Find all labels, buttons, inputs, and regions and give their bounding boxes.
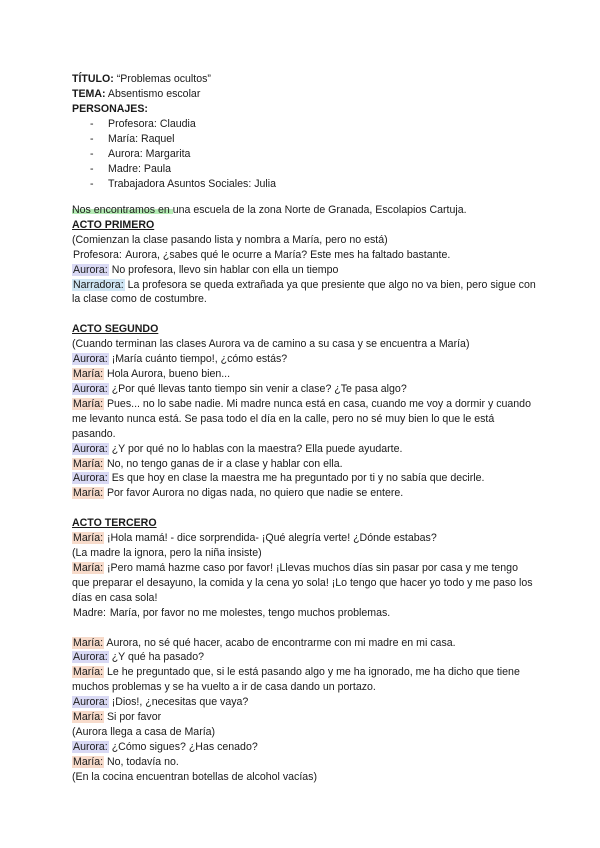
dialogue-line xyxy=(72,695,538,710)
act-three-heading: ACTO TERCERO xyxy=(72,517,157,530)
dialogue-line xyxy=(72,531,538,546)
dialogue-line xyxy=(72,457,538,472)
dialogue-text: ¡Hola mamá! - dice sorprendida- ¡Qué alegría verte! ¿Dónde estabas? xyxy=(104,532,437,545)
dialogue-line xyxy=(72,740,538,755)
header-block xyxy=(72,72,542,192)
theme-line xyxy=(72,87,542,102)
dialogue-line xyxy=(72,561,538,606)
dialogue-line xyxy=(72,486,538,501)
dialogue-text: ¡Dios!, ¿necesitas que vaya? xyxy=(108,696,249,709)
dialogue-text: ¡Pero mamá hazme caso por favor! ¡Llevas muchos días sin pasar por casa y me tengo que preparar el desayuno, la comida y la cena yo sola! ¡Lo tengo que hacer yo todo y me paso los días en casa sola! xyxy=(72,561,533,604)
dialogue-line xyxy=(72,650,538,665)
act-one-heading: ACTO PRIMERO xyxy=(72,218,155,231)
stage-direction xyxy=(72,546,538,561)
speaker-name: Aurora: xyxy=(73,353,108,366)
speaker-name: María: xyxy=(73,755,104,768)
dialogue-text: (Aurora llega a casa de María) xyxy=(72,726,216,738)
dialogue-line xyxy=(72,471,538,486)
speaker-name: Madre: xyxy=(73,606,106,619)
theme-value: Absentismo escolar xyxy=(105,88,201,100)
speaker-name: Aurora: xyxy=(73,263,108,276)
dialogue-text: Le he preguntado que, si le está pasando algo y me ha ignorado, me ha dicho que tiene muchos problemas y se ha vuelto a ir de casa dando un portazo. xyxy=(72,666,520,694)
act-two-stage-direction: (Cuando terminan las clases Aurora va de camino a su casa y se encuentra a María) xyxy=(72,338,470,351)
dialogue-text: La profesora se queda extrañada ya que presiente que algo no va bien, pero sigue con la clase como de costumbre. xyxy=(72,278,536,306)
dialogue-text: No, no tengo ganas de ir a clase y hablar con ella. xyxy=(104,457,343,470)
act-three-dialogue-part-two xyxy=(72,636,538,785)
dialogue-line xyxy=(72,382,538,397)
dialogue-line xyxy=(72,278,538,308)
dialogue-text: (En la cocina encuentran botellas de alcohol vacías) xyxy=(72,770,317,783)
dialogue-line xyxy=(72,352,538,367)
dialogue-text: Aurora, ¿sabes qué le ocurre a María? Este mes ha faltado bastante. xyxy=(122,248,451,261)
speaker-name: María: xyxy=(73,561,104,574)
dialogue-text: ¿Y qué ha pasado? xyxy=(108,651,204,664)
speaker-name: María: xyxy=(73,397,104,410)
dialogue-line xyxy=(72,710,538,725)
speaker-name: Aurora: xyxy=(73,696,108,709)
speaker-name: María: xyxy=(73,487,104,500)
speaker-name: María: xyxy=(73,666,104,679)
dialogue-line xyxy=(72,606,538,621)
dialogue-line xyxy=(72,665,538,695)
speaker-name: María: xyxy=(73,711,104,724)
intro-highlight: Nos encontramos en xyxy=(72,204,173,216)
dialogue-line xyxy=(72,263,538,278)
characters-label: PERSONAJES: xyxy=(72,103,148,115)
title-line xyxy=(72,72,542,87)
character-list xyxy=(72,117,542,192)
dialogue-text: Aurora, no sé qué hacer, acabo de encontrarme con mi madre en mi casa. xyxy=(104,636,456,649)
stage-direction xyxy=(72,725,538,740)
speaker-name: María: xyxy=(73,532,104,545)
dialogue-text: No profesora, llevo sin hablar con ella un tiempo xyxy=(108,263,339,276)
theme-label: TEMA: xyxy=(72,88,106,100)
list-item: - Madre: Paula xyxy=(90,163,172,175)
list-item: - Aurora: Margarita xyxy=(90,148,191,160)
script-body xyxy=(72,203,538,785)
dialogue-line xyxy=(72,636,538,651)
dialogue-text: No, todavía no. xyxy=(104,755,179,768)
speaker-name: Aurora: xyxy=(73,382,108,395)
dialogue-text: ¿Y por qué no lo hablas con la maestra? Ella puede ayudarte. xyxy=(108,442,403,455)
characters-heading xyxy=(72,102,542,117)
speaker-name: Profesora: xyxy=(73,248,122,261)
act-one-dialogue xyxy=(72,248,538,308)
dialogue-text: (La madre la ignora, pero la niña insiste) xyxy=(72,547,262,560)
list-item: - María: Raquel xyxy=(90,133,175,145)
dialogue-line xyxy=(72,367,538,382)
intro-rest: una escuela de la zona Norte de Granada, Escolapios Cartuja. xyxy=(172,204,467,216)
stage-direction xyxy=(72,770,538,785)
dialogue-text: Es que hoy en clase la maestra me ha preguntado por ti y no sabía que decirle. xyxy=(108,472,485,485)
dialogue-text: ¿Por qué llevas tanto tiempo sin venir a clase? ¿Te pasa algo? xyxy=(108,382,407,395)
dialogue-text: María, por favor no me molestes, tengo muchos problemas. xyxy=(106,606,391,619)
dialogue-text: Por favor Aurora no digas nada, no quiero que nadie se entere. xyxy=(104,487,404,500)
list-item: - Profesora: Claudia xyxy=(90,118,196,130)
list-item: - Trabajadora Asuntos Sociales: Julia xyxy=(90,178,277,190)
speaker-name: Aurora: xyxy=(73,442,108,455)
act-three-dialogue-part-one xyxy=(72,531,538,620)
speaker-name: Aurora: xyxy=(73,472,108,485)
dialogue-text: Si por favor xyxy=(104,711,162,724)
dialogue-line xyxy=(72,442,538,457)
dialogue-line xyxy=(72,248,538,263)
speaker-name: María: xyxy=(73,636,104,649)
dialogue-line xyxy=(72,397,538,442)
dialogue-line xyxy=(72,755,538,770)
act-two-heading: ACTO SEGUNDO xyxy=(72,323,159,336)
speaker-name: María: xyxy=(73,368,104,381)
speaker-name: Aurora: xyxy=(73,651,108,664)
dialogue-text: ¡María cuánto tiempo!, ¿cómo estás? xyxy=(108,353,288,366)
act-two-dialogue xyxy=(72,352,538,501)
act-one-stage-direction: (Comienzan la clase pasando lista y nombra a María, pero no está) xyxy=(72,233,388,246)
dialogue-text: ¿Cómo sigues? ¿Has cenado? xyxy=(108,740,258,753)
title-value: “Problemas ocultos” xyxy=(113,73,211,85)
dialogue-text: Pues... no lo sabe nadie. Mi madre nunca está en casa, cuando me voy a dormir y cuando me levanto nunca está. Se pasa todo el día en la calle, pero no sé muy bien lo que le está pasando. xyxy=(72,397,531,440)
title-label: TÍTULO: xyxy=(72,73,114,85)
speaker-name: Aurora: xyxy=(73,740,108,753)
speaker-name: Narradora: xyxy=(73,278,124,291)
speaker-name: María: xyxy=(73,457,104,470)
intro-paragraph xyxy=(72,203,538,218)
dialogue-text: Hola Aurora, bueno bien... xyxy=(104,368,231,381)
